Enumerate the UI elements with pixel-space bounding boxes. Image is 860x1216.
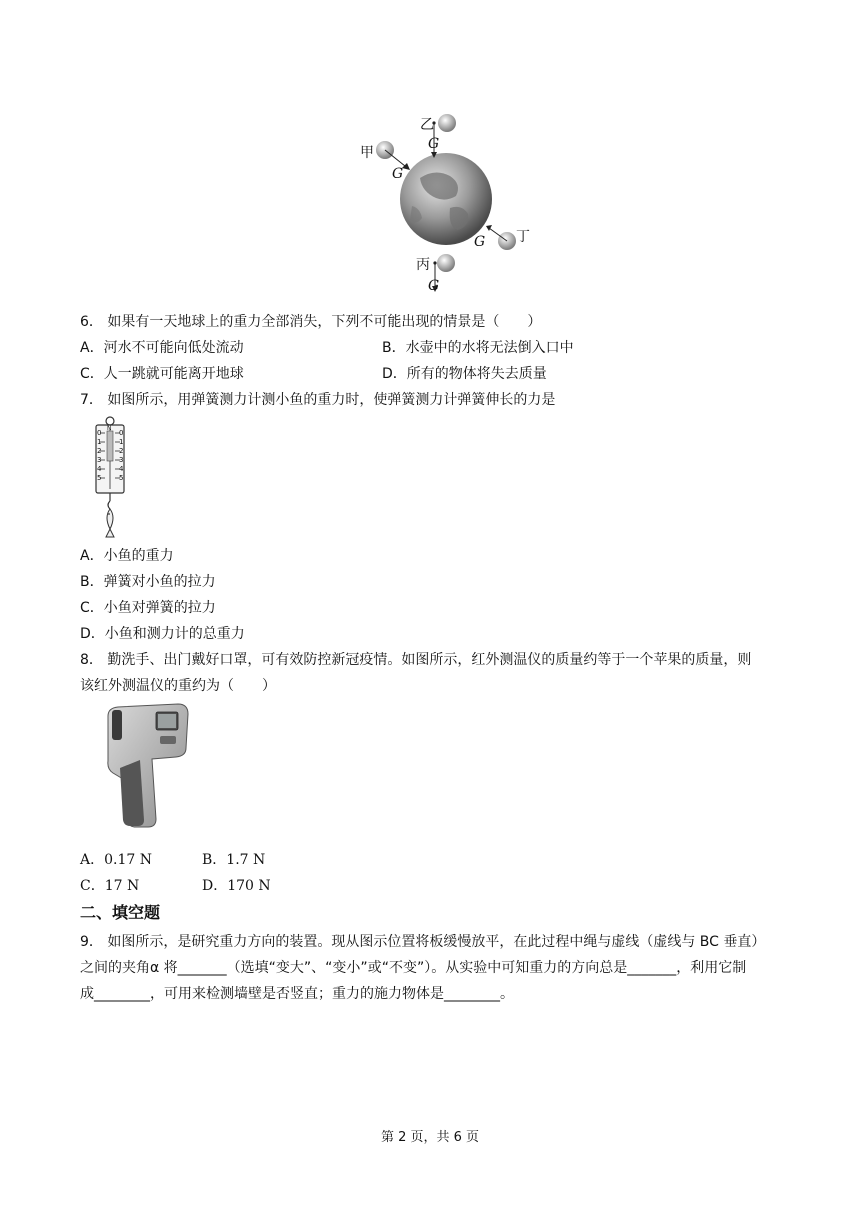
scale-marks-left	[97, 429, 101, 483]
scale-mark: 2	[97, 447, 102, 455]
scale-mark: 5	[97, 474, 102, 482]
q7-option-d: D．小鱼和测力计的总重力	[80, 626, 245, 642]
g-label-jia: G	[392, 166, 404, 182]
earth-diagram	[350, 108, 530, 300]
q8-stem-line1: 8． 勤洗手、出门戴好口罩，可有效防控新冠疫情。如图所示，红外测温仪的质量约等于一个苹果的质量，则	[80, 652, 752, 668]
page-footer: 第 2 页，共 6 页	[380, 1130, 480, 1145]
q6-option-a: A．河水不可能向低处流动	[80, 340, 244, 356]
q7-stem: 7． 如图所示，用弹簧测力计测小鱼的重力时，使弹簧测力计弹簧伸长的力是	[80, 392, 556, 408]
q7-option-b: B．弹簧对小鱼的拉力	[80, 574, 216, 590]
q8-option-b: B．1.7 N	[202, 852, 266, 868]
scale-mark: 4	[119, 465, 124, 473]
q6-option-d: D．所有的物体将失去质量	[382, 366, 547, 382]
scale-mark: 5	[119, 474, 124, 482]
q7-option-a: A．小鱼的重力	[80, 548, 174, 564]
q9-line1: 9． 如图所示，是研究重力方向的装置。现从图示位置将板缓慢放平，在此过程中绳与虚线（虚线与 BC 垂直）	[80, 934, 766, 950]
q9-line3: 成________，可用来检测墙壁是否竖直；重力的施力物体是________。	[80, 986, 514, 1002]
q7-option-c: C．小鱼对弹簧的拉力	[80, 600, 216, 616]
scale-mark: 4	[97, 465, 102, 473]
g-label-yi: G	[428, 136, 440, 152]
q9-line2: 之间的夹角α 将_______（选填“变大”、“变小”或“不变”）。从实验中可知重力的方向总是_______，利用它制	[80, 960, 747, 976]
label-jia: 甲	[360, 145, 374, 161]
scale-mark: 2	[119, 447, 124, 455]
scale-unit-label: N	[107, 425, 112, 432]
scale-mark: 0	[119, 429, 124, 437]
spring-scale-figure	[90, 415, 130, 540]
q8-option-c: C．17 N	[80, 878, 140, 894]
ball-bing	[437, 254, 455, 272]
scale-mark: 1	[119, 438, 124, 446]
scale-marks-right	[119, 429, 123, 483]
label-yi: 乙	[420, 117, 434, 133]
q6-option-c: C．人一跳就可能离开地球	[80, 366, 244, 382]
q6-stem: 6． 如果有一天地球上的重力全部消失，下列不可能出现的情景是（ ）	[80, 314, 542, 330]
scale-mark: 3	[119, 456, 124, 464]
scale-mark: 0	[97, 429, 102, 437]
q8-stem-line2: 该红外测温仪的重约为（ ）	[80, 678, 276, 694]
q8-option-d: D．170 N	[202, 878, 271, 894]
g-label-bing: G	[428, 278, 440, 294]
label-bing: 丙	[416, 257, 430, 273]
scale-mark: 3	[97, 456, 102, 464]
infrared-thermometer-image	[100, 702, 192, 832]
q8-option-a: A．0.17 N	[80, 852, 152, 868]
thermometer-drawing	[100, 702, 192, 832]
section-heading-fill-in: 二、填空题	[80, 903, 161, 922]
q6-option-b: B．水壶中的水将无法倒入口中	[382, 340, 574, 356]
ball-yi	[438, 114, 456, 132]
spring-scale-diagram	[90, 415, 130, 540]
scale-mark: 1	[97, 438, 102, 446]
label-ding: 丁	[516, 229, 530, 245]
g-label-ding: G	[474, 234, 486, 250]
earth-gravity-figure	[350, 108, 530, 300]
